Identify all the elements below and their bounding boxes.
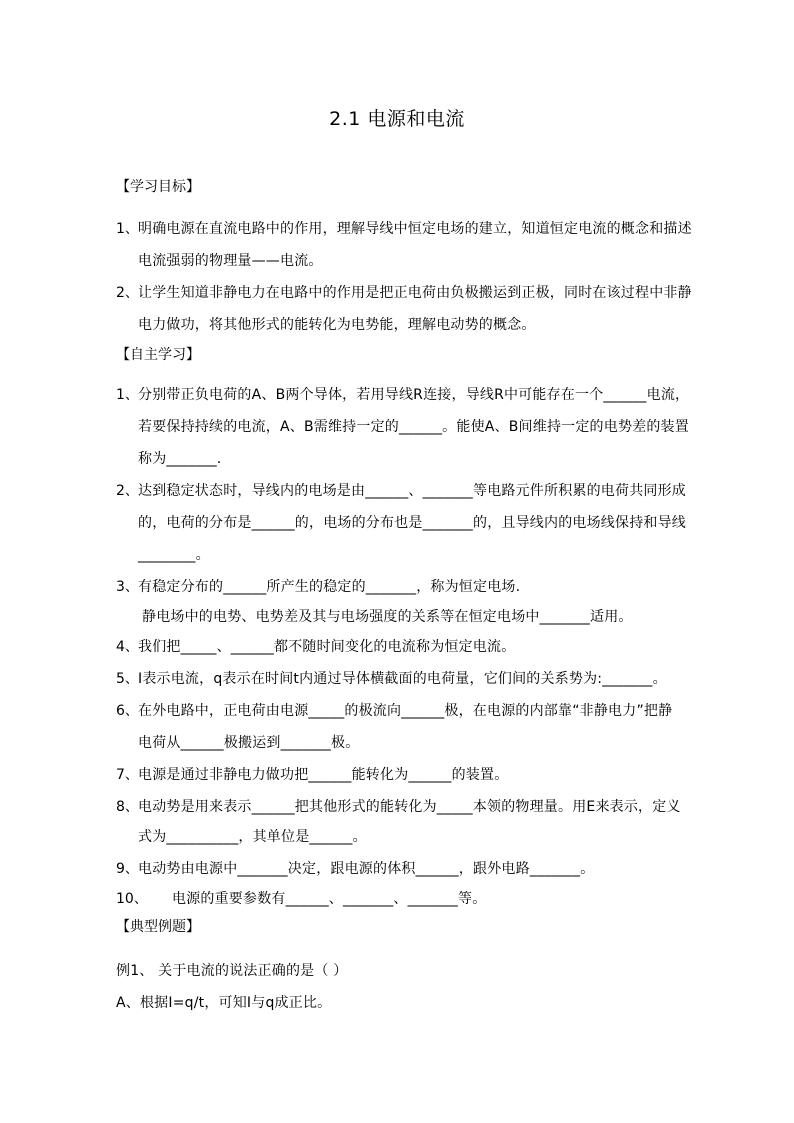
page-title: 2.1 电源和电流 — [329, 108, 465, 130]
question-number: 9、 — [116, 861, 139, 877]
question-text-line: 电源的重要参数有______、_______、_______等。 — [172, 891, 487, 907]
goal-text-line: 电力做功，将其他形式的能转化为电势能，理解电动势的概念。 — [138, 317, 536, 333]
question-text-line: 电动势由电源中_______决定，跟电源的体积______，跟外电路_______。 — [138, 861, 595, 877]
goal-text-line: 电流强弱的物理量——电流。 — [138, 253, 323, 269]
question-text-line: 电荷从______极搬运到_______极。 — [138, 735, 360, 751]
example-option-a: A、根据I=q/t，可知I与q成正比。 — [116, 995, 332, 1011]
section-heading-self-study: 【自主学习】 — [116, 347, 200, 363]
question-number: 2、 — [116, 483, 139, 499]
goal-number: 2、 — [116, 285, 139, 301]
question-number: 7、 — [116, 767, 139, 783]
question-text-line: I表示电流，q表示在时间t内通过导体横截面的电荷量，它们间的关系势为:_______。 — [138, 671, 667, 687]
question-text-line: 在外电路中，正电荷由电源_____的极流向______极，在电源的内部靠“非静电力”把静 — [138, 703, 673, 719]
question-number: 1、 — [116, 387, 139, 403]
question-number: 6、 — [116, 703, 139, 719]
example-question: 例1、 关于电流的说法正确的是（ ） — [116, 963, 348, 979]
question-number: 4、 — [116, 639, 139, 655]
question-number: 10、 — [116, 891, 148, 907]
goal-text-line: 明确电源在直流电路中的作用，理解导线中恒定电场的建立，知道恒定电流的概念和描述 — [138, 221, 692, 237]
question-text-line: 称为_______. — [138, 451, 222, 467]
goal-text-line: 让学生知道非静电力在电路中的作用是把正电荷由负极搬运到正极，同时在该过程中非静 — [138, 285, 692, 301]
question-number: 5、 — [116, 671, 139, 687]
question-text-line: 电动势是用来表示______把其他形式的能转化为_____本领的物理量。用E来表示，定义 — [138, 799, 681, 815]
question-text-line: 的，电荷的分布是______的，电场的分布也是_______的，且导线内的电场线保持和导线 — [138, 515, 686, 531]
question-text-line: 式为__________，其单位是______。 — [138, 829, 367, 845]
question-text-line: 分别带正负电荷的A、B两个导体，若用导线R连接，导线R中可能存在一个______电流， — [138, 387, 690, 403]
question-text-line: 达到稳定状态时，导线内的电场是由______、_______等电路元件所积累的电荷共同形成 — [138, 483, 686, 499]
question-number: 3、 — [116, 579, 139, 595]
question-text-line: 我们把_____、______都不随时间变化的电流称为恒定电流。 — [138, 639, 516, 655]
section-heading-goals: 【学习目标】 — [116, 179, 200, 195]
question-text-line: 静电场中的电势、电势差及其与电场强度的关系等在恒定电场中_______适用。 — [142, 609, 633, 625]
question-text-line: ________。 — [138, 547, 210, 563]
question-text-line: 若要保持持续的电流，A、B需维持一定的______。能使A、B间维持一定的电势差的装置 — [138, 419, 689, 435]
goal-number: 1、 — [116, 221, 139, 237]
question-text-line: 电源是通过非静电力做功把______能转化为______的装置。 — [138, 767, 509, 783]
section-heading-examples: 【典型例题】 — [116, 919, 200, 935]
question-text-line: 有稳定分布的______所产生的稳定的_______，称为恒定电场. — [138, 579, 521, 595]
question-number: 8、 — [116, 799, 139, 815]
